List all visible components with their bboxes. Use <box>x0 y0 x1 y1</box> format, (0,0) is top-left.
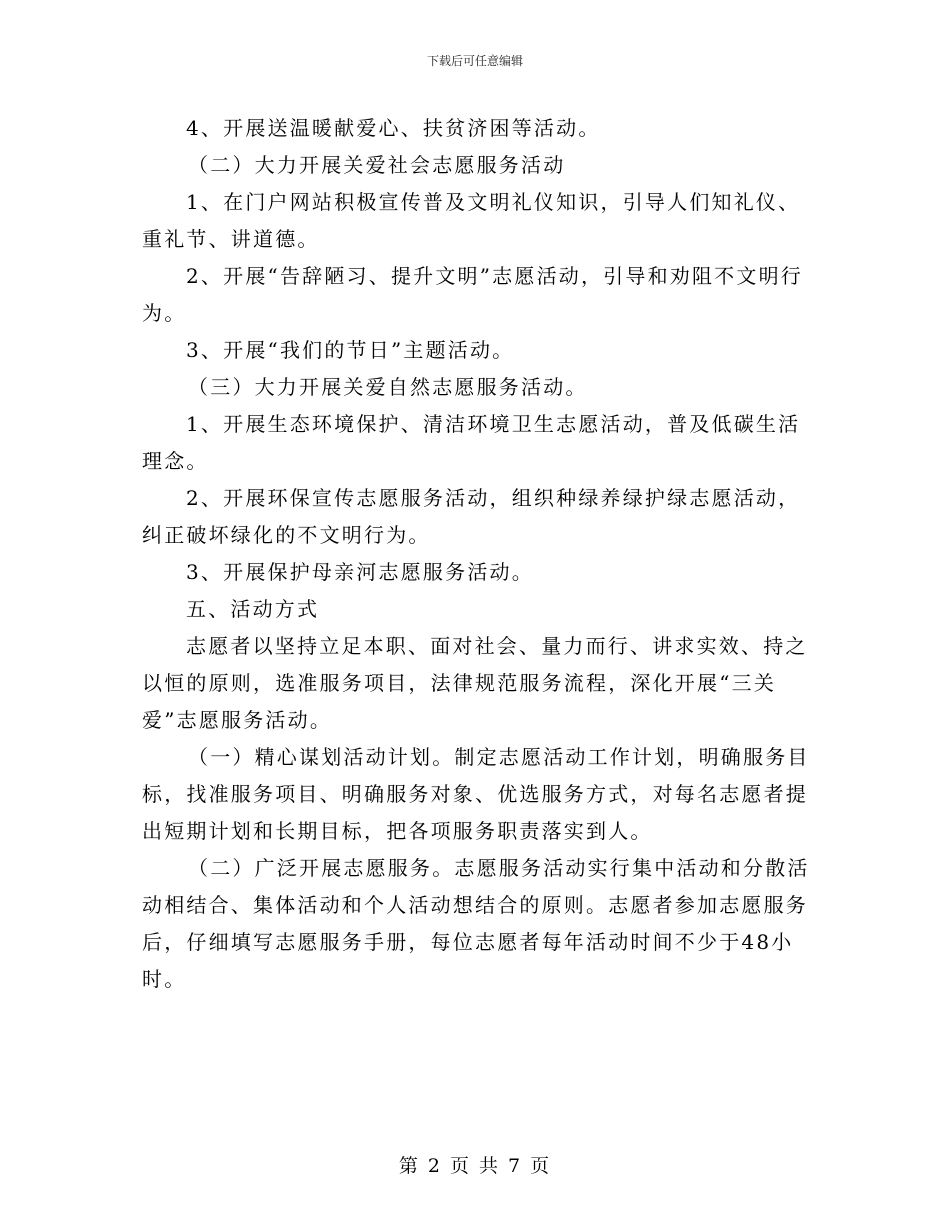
paragraph-item-3-nature: 3、开展保护母亲河志愿服务活动。 <box>186 560 534 584</box>
section-heading-methods: 五、活动方式 <box>186 597 320 621</box>
header-note: 下载后可任意编辑 <box>426 54 523 68</box>
page-footer: 第 2 页 共 7 页 <box>398 1155 552 1177</box>
paragraph-plan: （一）精心谋划活动计划。制定志愿活动工作计划，明确服务目标，找准服务项目、明确服务对象、优选服务方式，对每名志愿者提出短期计划和长期目标，把各项服务职责落实到人。 <box>142 745 810 843</box>
paragraph-methods-intro: 志愿者以坚持立足本职、面对社会、量力而行、讲求实效、持之以恒的原则，选准服务项目，法律规范服务流程，深化开展“三关爱”志愿服务活动。 <box>142 634 808 732</box>
section-heading-nature: （三）大力开展关爱自然志愿服务活动。 <box>188 375 588 399</box>
paragraph-item-4: 4、开展送温暖献爱心、扶贫济困等活动。 <box>186 116 601 140</box>
paragraph-item-1-social: 1、在门户网站积极宣传普及文明礼仪知识，引导人们知礼仪、重礼节、讲道德。 <box>142 190 801 251</box>
paragraph-item-2-social: 2、开展“告辞陋习、提升文明”志愿活动，引导和劝阻不文明行为。 <box>142 264 803 325</box>
section-heading-social: （二）大力开展关爱社会志愿服务活动 <box>188 153 566 177</box>
paragraph-item-3-social: 3、开展“我们的节日”主题活动。 <box>186 338 515 362</box>
document-body <box>142 110 822 998</box>
paragraph-item-1-nature: 1、开展生态环境保护、清洁环境卫生志愿活动，普及低碳生活理念。 <box>142 412 801 473</box>
paragraph-service: （二）广泛开展志愿服务。志愿服务活动实行集中活动和分散活动相结合、集体活动和个人活动想结合的原则。志愿者参加志愿服务后，仔细填写志愿服务手册，每位志愿者每年活动时间不少于48小时。 <box>142 856 810 991</box>
paragraph-item-2-nature: 2、开展环保宣传志愿服务活动，组织种绿养绿护绿志愿活动，纠正破坏绿化的不文明行为。 <box>142 486 801 547</box>
